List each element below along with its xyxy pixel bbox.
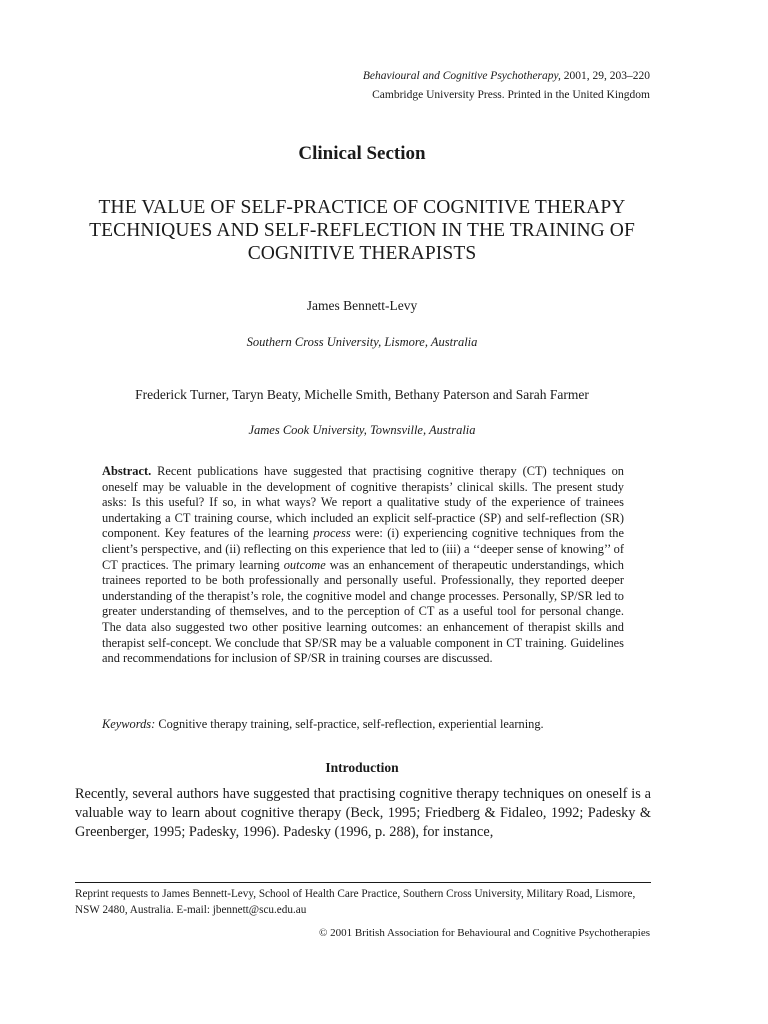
keywords-label: Keywords: [102,717,156,731]
introduction-paragraph: Recently, several authors have suggested that practising cognitive therapy techniques on oneself is a valuable way to learn about cognitive therapy (Beck, 1995; Friedberg & Fidaleo, 1992; Padesky & Greenberger, 1995; Padesky, 1996). Padesky (1996, p. 288), for instance, [75,786,651,840]
keywords [102,716,624,732]
abstract-label: Abstract. [102,464,152,478]
section-title: Clinical Section [298,143,426,164]
introduction-heading: Introduction [325,760,399,775]
keywords-text: Cognitive therapy training, self-practice, self-reflection, experiential learning. [155,717,544,731]
abstract [102,464,624,667]
publisher-line: Cambridge University Press. Printed in the United Kingdom [372,89,650,101]
affiliation-primary: Southern Cross University, Lismore, Australia [246,335,478,349]
journal-volume-pages: 2001, 29, 203–220 [560,70,650,82]
journal-citation-line [363,67,650,86]
journal-header [363,67,650,105]
abstract-text-2: were: (i) experiencing cognitive techniques from the client’s perspective, and (ii) reflecting on this experience that led to (iii) a ‘‘deeper sense of knowing’’ of CT practices. The primary learning [102,526,624,572]
copyright-notice: © 2001 British Association for Behavioural and Cognitive Psychotherapies [319,927,650,939]
journal-name: Behavioural and Cognitive Psychotherapy, [362,70,561,82]
abstract-text-1: Recent publications have suggested that practising cognitive therapy (CT) techniques on oneself may be valuable in the development of cognitive therapists’ clinical skills. The present study asks: Is this useful? If so, in what ways? We report a qualitative study of the experience of trainees undertaking a CT training course, which included an explicit self-practice (SP) and self-reflection (SR) component. Key features of the learning [102,464,624,541]
footnote-divider [75,882,651,883]
reprint-footnote: Reprint requests to James Bennett-Levy, School of Health Care Practice, Southern Cross University, Military Road, Lismore, NSW 2480, Australia. E-mail: jbennett@scu.edu.au [75,888,636,916]
author-coauthors: Frederick Turner, Taryn Beaty, Michelle Smith, Bethany Paterson and Sarah Farmer [135,387,589,402]
abstract-emphasis-process: process [313,526,351,541]
article-title: THE VALUE OF SELF-PRACTICE OF COGNITIVE THERAPY TECHNIQUES AND SELF-REFLECTION IN THE TRAINING OF COGNITIVE THERAPISTS [89,197,635,264]
affiliation-coauthors: James Cook University, Townsville, Australia [248,423,476,437]
abstract-text-3: was an enhancement of therapeutic understandings, which trainees reported to be both professionally and personally useful. Professionally, they reported deeper understanding of the therapist’s role, the cognitive model and change processes. Personally, SP/SR led to greater understanding of themselves, and to the perception of CT as a useful tool for personal change. The data also suggested two other positive learning outcomes: an enhancement of therapist skills and therapist self-concept. We conclude that SP/SR may be a valuable component in CT training. Guidelines and recommendations for inclusion of SP/SR in training courses are discussed. [102,557,624,666]
abstract-emphasis-outcome: outcome [283,557,326,572]
author-primary: James Bennett-Levy [306,298,418,313]
